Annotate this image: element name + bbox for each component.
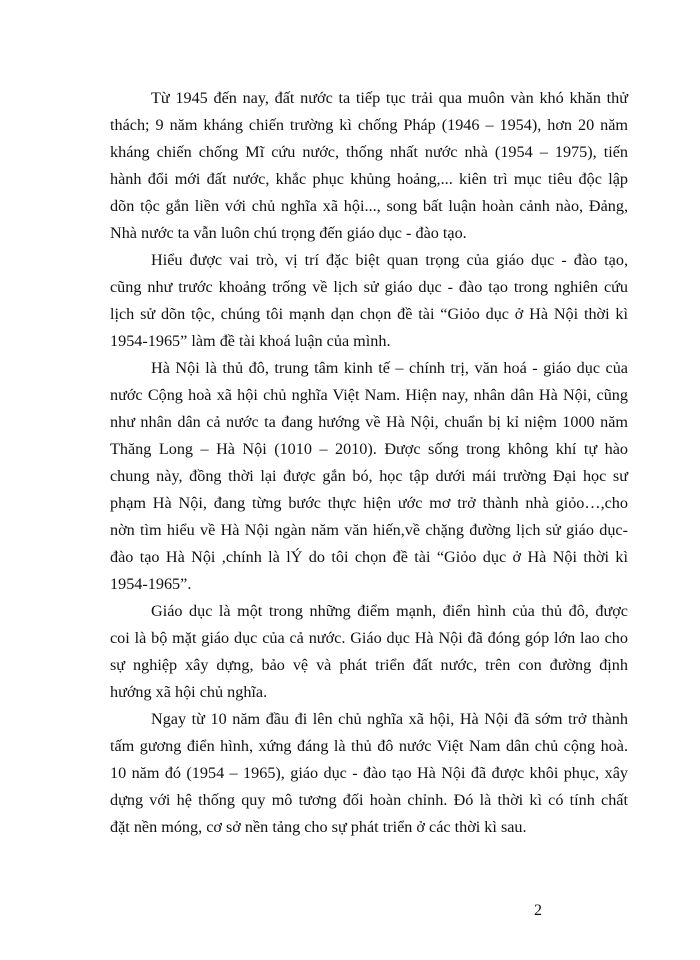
text-line: nờn tìm hiểu về Hà Nội ngàn năm văn hiến,về chặng đường lịch sử giáo dục- — [110, 521, 628, 539]
text-line: thách; 9 năm kháng chiến trường kì chống Pháp (1946 – 1954), hơn 20 năm — [110, 116, 628, 134]
text-line: phạm Hà Nội, đang từng bước thực hiện ước mơ trở thành nhà giỏo…,cho — [110, 494, 628, 512]
text-line: như nhân dân cả nước ta đang hướng về Hà Nội, chuẩn bị kỉ niệm 1000 năm — [110, 413, 628, 431]
text-line: hướng xã hội chủ nghĩa. — [110, 683, 268, 701]
text-line: chung này, đồng thời lại được gắn bó, học tập dưới mái trường Đại học sư — [110, 467, 628, 485]
text-line: nước Cộng hoà xã hội chủ nghĩa Việt Nam. Hiện nay, nhân dân Hà Nội, cũng — [110, 386, 628, 404]
text-line: Hiểu được vai trò, vị trí đặc biệt quan trọng của giáo dục - đào tạo, — [151, 251, 628, 269]
text-line: cũng như trước khoảng trống về lịch sử giáo dục - đào tạo trong nghiên cứu — [110, 278, 628, 296]
text-line: Nhà nước ta vẫn luôn chú trọng đến giáo dục - đào tạo. — [110, 224, 467, 242]
text-line: 10 năm đó (1954 – 1965), giáo dục - đào tạo Hà Nội đã được khôi phục, xây — [110, 764, 628, 782]
text-line: lịch sử dõn tộc, chúng tôi mạnh dạn chọn đề tài “Giỏo dục ở Hà Nội thời kì — [110, 305, 628, 323]
text-line: coi là bộ mặt giáo dục của cả nước. Giáo dục Hà Nội đã đóng góp lớn lao cho — [110, 629, 628, 647]
text-line: Ngay từ 10 năm đầu đi lên chủ nghĩa xã hội, Hà Nội đã sớm trở thành — [151, 710, 628, 728]
text-line: Thăng Long – Hà Nội (1010 – 2010). Được sống trong không khí tự hào — [110, 440, 628, 458]
text-line: đào tạo Hà Nội ,chính là lÝ do tôi chọn đề tài “Giỏo dục ở Hà Nội thời kì — [110, 548, 628, 566]
text-line: tấm gương điển hình, xứng đáng là thủ đô nước Việt Nam dân chủ cộng hoà. — [110, 737, 628, 755]
text-line: Từ 1945 đến nay, đất nước ta tiếp tục trải qua muôn vàn khó khăn thử — [151, 89, 628, 107]
text-line: 1954-1965”. — [110, 575, 192, 593]
text-line: Hà Nội là thủ đô, trung tâm kinh tế – chính trị, văn hoá - giáo dục của — [151, 359, 628, 377]
text-line: dõn tộc gắn liền với chủ nghĩa xã hội..., song bất luận hoàn cảnh nào, Đảng, — [110, 197, 628, 215]
text-line: dựng với hệ thống quy mô tương đối hoàn chỉnh. Đó là thời kì có tính chất — [110, 791, 628, 809]
text-line: Giáo dục là một trong những điểm mạnh, điển hình của thủ đô, được — [151, 602, 628, 620]
text-line: kháng chiến chống Mĩ cứu nước, thống nhất nước nhà (1954 – 1975), tiến — [110, 143, 628, 161]
paragraph — [110, 355, 628, 598]
paragraph — [110, 85, 628, 247]
text-line: đặt nền móng, cơ sở nền tảng cho sự phát triển ở các thời kì sau. — [110, 818, 527, 836]
text-line: 1954-1965” làm đề tài khoá luận của mình. — [110, 332, 391, 350]
text-line: hành đổi mới đất nước, khắc phục khủng hoảng,... kiên trì mục tiêu độc lập — [110, 170, 628, 188]
paragraph — [110, 598, 628, 706]
page-number: 2 — [534, 902, 542, 919]
paragraph — [110, 706, 628, 841]
document-body — [110, 85, 628, 841]
text-line: sự nghiệp xây dựng, bảo vệ và phát triển đất nước, trên con đường định — [110, 656, 628, 674]
paragraph — [110, 247, 628, 355]
